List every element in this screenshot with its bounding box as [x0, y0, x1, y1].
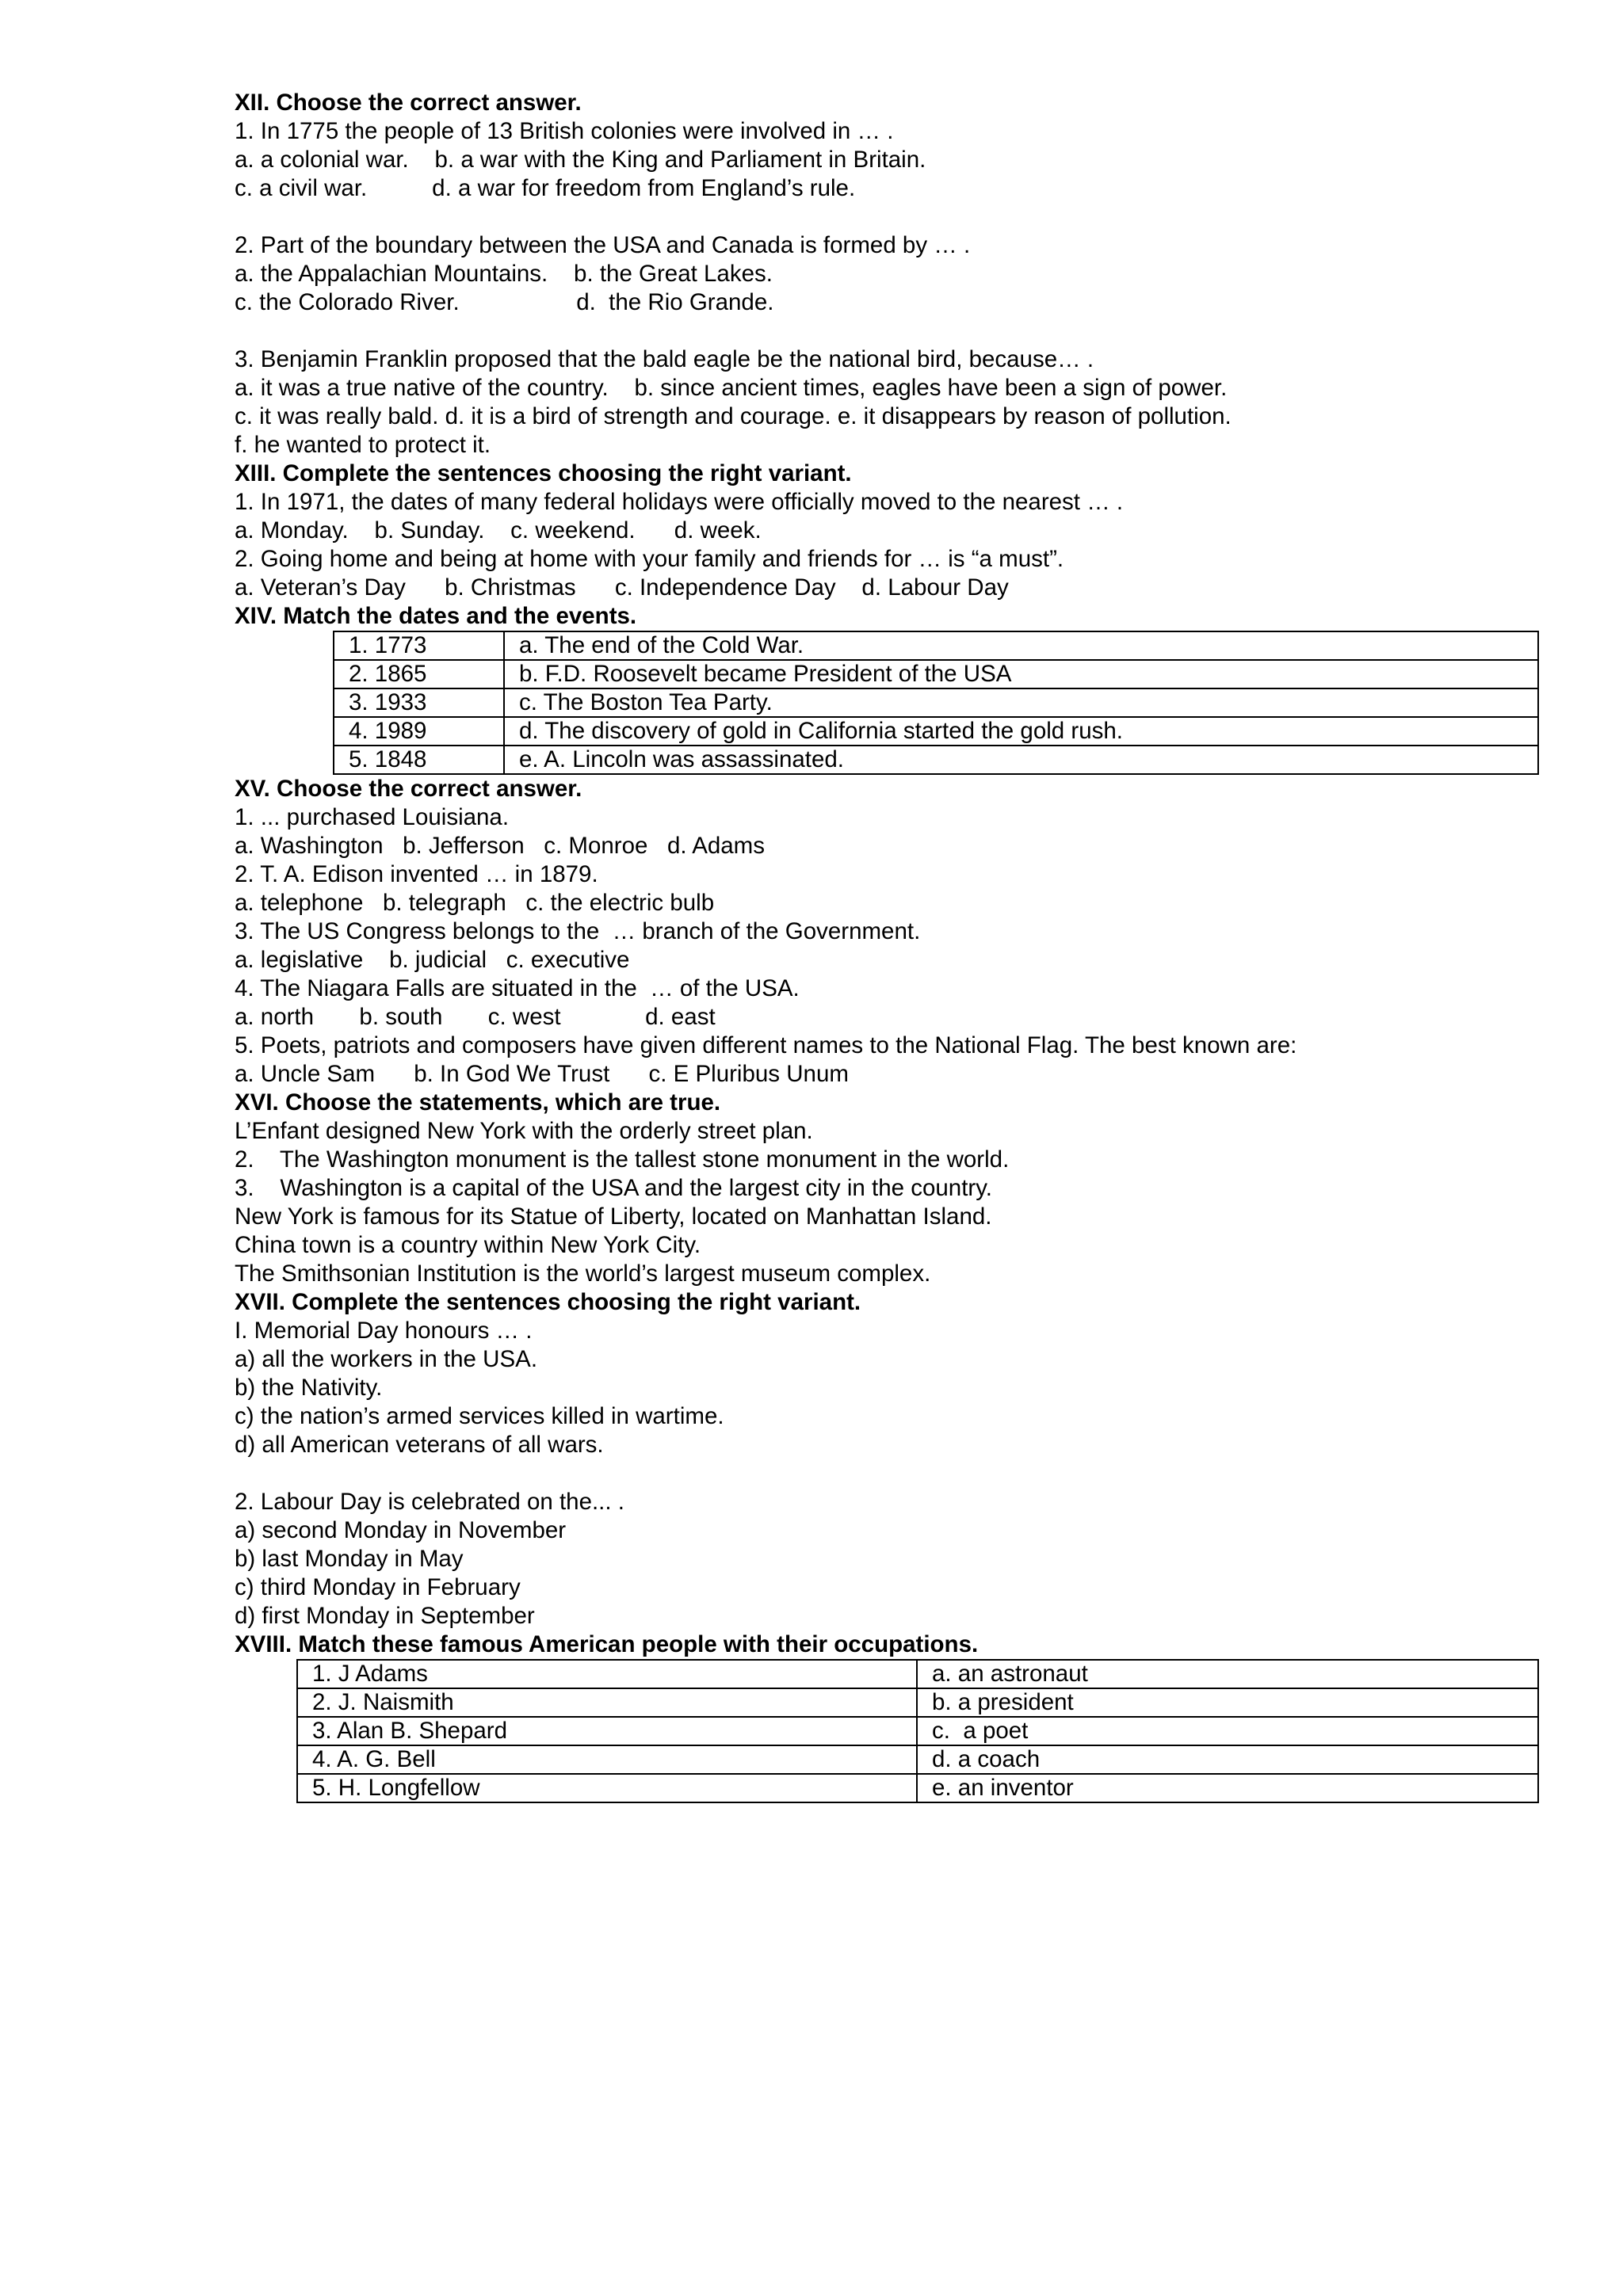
s15-line: 1. ... purchased Louisiana. — [235, 804, 510, 830]
occupation-cell: c. a poet — [917, 1717, 1538, 1745]
s12-line: f. he wanted to protect it. — [235, 432, 491, 458]
blank-line — [235, 203, 1542, 231]
table-row — [297, 1774, 1538, 1802]
section-15-heading: XV. Choose the correct answer. — [235, 776, 582, 802]
date-cell: 2. 1865 — [334, 660, 504, 688]
s16-line: The Smithsonian Institution is the world’s largest museum complex. — [235, 1261, 931, 1287]
s16-line: 2. The Washington monument is the tallest stone monument in the world. — [235, 1146, 1010, 1173]
s16-line: New York is famous for its Statue of Liberty, located on Manhattan Island. — [235, 1203, 992, 1230]
s13-line: a. Veteran’s Day b. Christmas c. Independence Day d. Labour Day — [235, 574, 1009, 601]
s12-line: c. the Colorado River. d. the Rio Grande. — [235, 289, 774, 315]
date-cell: 5. 1848 — [334, 746, 504, 774]
person-cell: 4. A. G. Bell — [297, 1745, 917, 1774]
table-row — [297, 1660, 1538, 1688]
s17-line: c) third Monday in February — [235, 1574, 521, 1600]
s15-line: 2. T. A. Edison invented … in 1879. — [235, 861, 598, 887]
blank-line — [235, 1459, 1542, 1488]
date-cell: 4. 1989 — [334, 717, 504, 746]
occupation-cell: b. a president — [917, 1688, 1538, 1717]
event-cell: e. A. Lincoln was assassinated. — [504, 746, 1538, 774]
s15-line: a. telephone b. telegraph c. the electric bulb — [235, 890, 715, 916]
s12-line: a. a colonial war. b. a war with the King and Parliament in Britain. — [235, 147, 926, 173]
table-row — [334, 660, 1538, 688]
s17-line: a) second Monday in November — [235, 1517, 567, 1543]
s15-line: a. legislative b. judicial c. executive — [235, 947, 630, 973]
s12-line: a. the Appalachian Mountains. b. the Great Lakes. — [235, 261, 773, 287]
s12-line: c. a civil war. d. a war for freedom from England’s rule. — [235, 175, 856, 201]
section-16-heading: XVI. Choose the statements, which are true. — [235, 1089, 721, 1116]
person-cell: 5. H. Longfellow — [297, 1774, 917, 1802]
s17-line: d) all American veterans of all wars. — [235, 1432, 604, 1458]
table-row — [297, 1717, 1538, 1745]
s16-line: L’Enfant designed New York with the orderly street plan. — [235, 1118, 813, 1144]
s12-line: 2. Part of the boundary between the USA and Canada is formed by … . — [235, 232, 971, 258]
s16-line: China town is a country within New York City. — [235, 1232, 701, 1258]
worksheet-page — [235, 89, 1542, 1803]
s12-line: 3. Benjamin Franklin proposed that the bald eagle be the national bird, because… . — [235, 346, 1094, 372]
s15-line: 4. The Niagara Falls are situated in the … of the USA. — [235, 975, 800, 1001]
event-cell: a. The end of the Cold War. — [504, 631, 1538, 660]
table-row — [334, 746, 1538, 774]
s12-line: 1. In 1775 the people of 13 British colonies were involved in … . — [235, 118, 894, 144]
s13-line: 2. Going home and being at home with your family and friends for … is “a must”. — [235, 546, 1064, 572]
section-12-heading: XII. Choose the correct answer. — [235, 90, 582, 116]
s17-line: a) all the workers in the USA. — [235, 1346, 538, 1372]
occupation-cell: a. an astronaut — [917, 1660, 1538, 1688]
s15-line: a. Uncle Sam b. In God We Trust c. E Pluribus Unum — [235, 1061, 849, 1087]
people-occupations-table — [296, 1659, 1539, 1803]
s17-line: I. Memorial Day honours … . — [235, 1318, 533, 1344]
blank-line — [235, 317, 1542, 345]
person-cell: 1. J Adams — [297, 1660, 917, 1688]
section-17-heading: XVII. Complete the sentences choosing the right variant. — [235, 1289, 861, 1315]
s17-line: 2. Labour Day is celebrated on the... . — [235, 1489, 624, 1515]
s17-line: b) last Monday in May — [235, 1546, 464, 1572]
s15-line: 5. Poets, patriots and composers have given different names to the National Flag. The best known are: — [235, 1032, 1297, 1058]
table-row — [297, 1688, 1538, 1717]
dates-events-table — [333, 631, 1539, 775]
table-row — [334, 631, 1538, 660]
event-cell: b. F.D. Roosevelt became President of the USA — [504, 660, 1538, 688]
section-13-heading: XIII. Complete the sentences choosing the right variant. — [235, 460, 852, 486]
person-cell: 2. J. Naismith — [297, 1688, 917, 1717]
s15-line: a. north b. south c. west d. east — [235, 1004, 716, 1030]
date-cell: 3. 1933 — [334, 688, 504, 717]
s13-line: 1. In 1971, the dates of many federal holidays were officially moved to the nearest … . — [235, 489, 1124, 515]
s17-line: d) first Monday in September — [235, 1603, 535, 1629]
table-row — [334, 688, 1538, 717]
s15-line: a. Washington b. Jefferson c. Monroe d. Adams — [235, 833, 766, 859]
section-14-heading: XIV. Match the dates and the events. — [235, 603, 637, 629]
section-18-heading: XVIII. Match these famous American people with their occupations. — [235, 1631, 979, 1657]
s17-line: b) the Nativity. — [235, 1375, 383, 1401]
s12-line: c. it was really bald. d. it is a bird of strength and courage. e. it disappears by reason of pollution. — [235, 403, 1232, 429]
s13-line: a. Monday. b. Sunday. c. weekend. d. week. — [235, 517, 762, 543]
person-cell: 3. Alan B. Shepard — [297, 1717, 917, 1745]
s16-line: 3. Washington is a capital of the USA and the largest city in the country. — [235, 1175, 992, 1201]
table-row — [334, 717, 1538, 746]
occupation-cell: e. an inventor — [917, 1774, 1538, 1802]
occupation-cell: d. a coach — [917, 1745, 1538, 1774]
date-cell: 1. 1773 — [334, 631, 504, 660]
event-cell: d. The discovery of gold in California started the gold rush. — [504, 717, 1538, 746]
s15-line: 3. The US Congress belongs to the … branch of the Government. — [235, 918, 921, 944]
event-cell: c. The Boston Tea Party. — [504, 688, 1538, 717]
table-row — [297, 1745, 1538, 1774]
s17-line: c) the nation’s armed services killed in wartime. — [235, 1403, 724, 1429]
s12-line: a. it was a true native of the country. b. since ancient times, eagles have been a sign of power. — [235, 375, 1228, 401]
